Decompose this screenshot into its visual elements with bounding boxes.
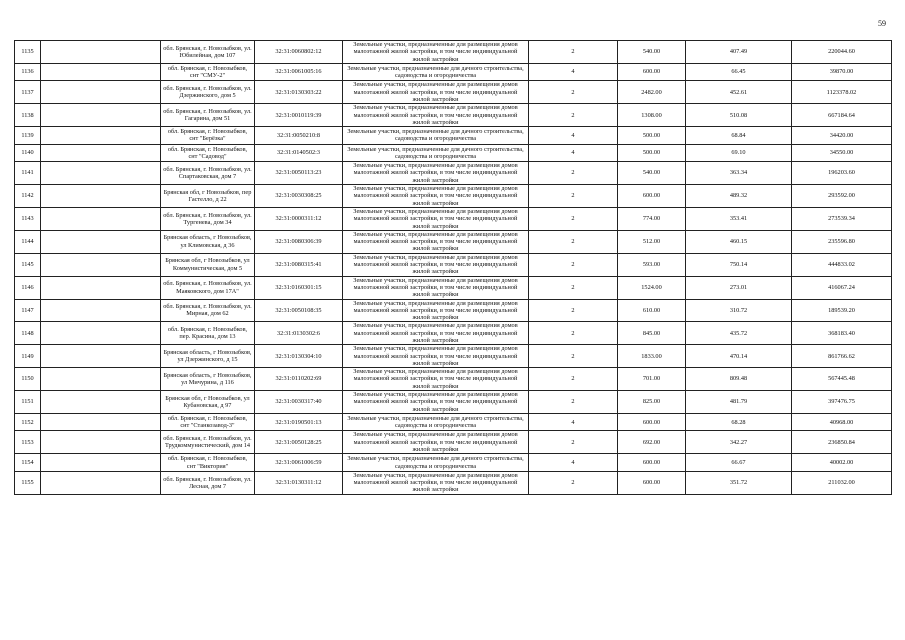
cadastral-value-cell: 196203.60	[792, 162, 892, 185]
cadastral-value-cell: 273539.34	[792, 207, 892, 230]
specific-value-cell: 310.72	[686, 299, 792, 322]
table-row	[15, 41, 892, 64]
cadastral-number-cell: 32:31:0061005:16	[255, 63, 343, 81]
spacer-cell	[41, 345, 161, 368]
area-cell: 845.00	[618, 322, 686, 345]
cadastral-value-cell: 861766.62	[792, 345, 892, 368]
row-number: 1137	[15, 81, 41, 104]
area-cell: 512.00	[618, 230, 686, 253]
cadastral-value-cell: 1123378.02	[792, 81, 892, 104]
row-number: 1147	[15, 299, 41, 322]
specific-value-cell: 68.28	[686, 413, 792, 431]
table-row	[15, 299, 892, 322]
group-cell: 2	[529, 471, 618, 494]
specific-value-cell: 351.72	[686, 471, 792, 494]
area-cell: 600.00	[618, 185, 686, 208]
group-cell: 4	[529, 454, 618, 472]
area-cell: 825.00	[618, 391, 686, 414]
land-use-cell: Земельные участки, предназначенные для дачного строительства, садоводства и огородничества	[343, 413, 529, 431]
cadastral-value-cell: 220044.60	[792, 41, 892, 64]
address-cell: обл. Брянская, г. Новозыбков, ул. Гагарина, дом 51	[161, 104, 255, 127]
cadastral-value-cell: 235596.80	[792, 230, 892, 253]
area-cell: 2482.00	[618, 81, 686, 104]
specific-value-cell: 750.14	[686, 253, 792, 276]
specific-value-cell: 66.67	[686, 454, 792, 472]
land-use-cell: Земельные участки, предназначенные для размещения домов малоэтажной жилой застройки, в том числе индивидуальной жилой застройки	[343, 391, 529, 414]
specific-value-cell: 69.10	[686, 144, 792, 162]
group-cell: 2	[529, 368, 618, 391]
land-use-cell: Земельные участки, предназначенные для размещения домов малоэтажной жилой застройки, в том числе индивидуальной жилой застройки	[343, 431, 529, 454]
specific-value-cell: 470.14	[686, 345, 792, 368]
table-row	[15, 391, 892, 414]
specific-value-cell: 353.41	[686, 207, 792, 230]
area-cell: 600.00	[618, 454, 686, 472]
table-row	[15, 276, 892, 299]
cadastral-value-cell: 40968.00	[792, 413, 892, 431]
cadastral-value-cell: 34420.00	[792, 127, 892, 145]
cadastral-value-cell: 293592.00	[792, 185, 892, 208]
group-cell: 2	[529, 162, 618, 185]
group-cell: 2	[529, 207, 618, 230]
area-cell: 540.00	[618, 41, 686, 64]
cadastral-number-cell: 32:31:0030308:25	[255, 185, 343, 208]
address-cell: Брянская обл, г Новозыбков, ул Кубановская, д 97	[161, 391, 255, 414]
address-cell: обл. Брянская, г. Новозыбков, ул. Юбилейная, дом 107	[161, 41, 255, 64]
row-number: 1139	[15, 127, 41, 145]
address-cell: обл. Брянская, г. Новозыбков, пер. Красина, дом 13	[161, 322, 255, 345]
table-row	[15, 144, 892, 162]
spacer-cell	[41, 413, 161, 431]
area-cell: 600.00	[618, 413, 686, 431]
group-cell: 2	[529, 431, 618, 454]
land-use-cell: Земельные участки, предназначенные для дачного строительства, садоводства и огородничества	[343, 144, 529, 162]
land-use-cell: Земельные участки, предназначенные для размещения домов малоэтажной жилой застройки, в том числе индивидуальной жилой застройки	[343, 253, 529, 276]
row-number: 1153	[15, 431, 41, 454]
land-use-cell: Земельные участки, предназначенные для размещения домов малоэтажной жилой застройки, в том числе индивидуальной жилой застройки	[343, 162, 529, 185]
row-number: 1142	[15, 185, 41, 208]
row-number: 1140	[15, 144, 41, 162]
row-number: 1144	[15, 230, 41, 253]
cadastral-number-cell: 32:31:0010119:39	[255, 104, 343, 127]
address-cell: обл. Брянская, г. Новозыбков, снт "Виктория"	[161, 454, 255, 472]
address-cell: обл. Брянская, г. Новозыбков, ул. Дзержинского, дом 5	[161, 81, 255, 104]
spacer-cell	[41, 207, 161, 230]
cadastral-number-cell: 32:31:0050210:8	[255, 127, 343, 145]
address-cell: обл. Брянская, г. Новозыбков, снт "Берёзка"	[161, 127, 255, 145]
table-row	[15, 431, 892, 454]
group-cell: 2	[529, 104, 618, 127]
address-cell: Брянская область, г Новозыбков, ул Климовская, д 36	[161, 230, 255, 253]
row-number: 1148	[15, 322, 41, 345]
specific-value-cell: 66.45	[686, 63, 792, 81]
spacer-cell	[41, 41, 161, 64]
land-use-cell: Земельные участки, предназначенные для дачного строительства, садоводства и огородничества	[343, 63, 529, 81]
land-use-cell: Земельные участки, предназначенные для размещения домов малоэтажной жилой застройки, в том числе индивидуальной жилой застройки	[343, 230, 529, 253]
spacer-cell	[41, 104, 161, 127]
row-number: 1155	[15, 471, 41, 494]
table-row	[15, 230, 892, 253]
row-number: 1151	[15, 391, 41, 414]
land-use-cell: Земельные участки, предназначенные для размещения домов малоэтажной жилой застройки, в том числе индивидуальной жилой застройки	[343, 345, 529, 368]
area-cell: 500.00	[618, 127, 686, 145]
cadastral-number-cell: 32:31:0110202:69	[255, 368, 343, 391]
cadastral-number-cell: 32:31:0130303:22	[255, 81, 343, 104]
area-cell: 774.00	[618, 207, 686, 230]
area-cell: 692.00	[618, 431, 686, 454]
land-use-cell: Земельные участки, предназначенные для размещения домов малоэтажной жилой застройки, в том числе индивидуальной жилой застройки	[343, 41, 529, 64]
cadastral-value-cell: 567445.48	[792, 368, 892, 391]
spacer-cell	[41, 431, 161, 454]
area-cell: 540.00	[618, 162, 686, 185]
cadastral-number-cell: 32:31:0140502:3	[255, 144, 343, 162]
spacer-cell	[41, 276, 161, 299]
table-row	[15, 207, 892, 230]
cadastral-value-cell: 236850.84	[792, 431, 892, 454]
land-use-cell: Земельные участки, предназначенные для дачного строительства, садоводства и огородничества	[343, 127, 529, 145]
cadastral-value-cell: 444833.02	[792, 253, 892, 276]
specific-value-cell: 407.49	[686, 41, 792, 64]
cadastral-number-cell: 32:31:0061006:59	[255, 454, 343, 472]
group-cell: 4	[529, 63, 618, 81]
area-cell: 593.00	[618, 253, 686, 276]
area-cell: 610.00	[618, 299, 686, 322]
address-cell: обл. Брянская, г. Новозыбков, ул. Спартаковская, дом 7	[161, 162, 255, 185]
specific-value-cell: 452.61	[686, 81, 792, 104]
specific-value-cell: 435.72	[686, 322, 792, 345]
table-row	[15, 127, 892, 145]
land-use-cell: Земельные участки, предназначенные для размещения домов малоэтажной жилой застройки, в том числе индивидуальной жилой застройки	[343, 81, 529, 104]
group-cell: 2	[529, 276, 618, 299]
specific-value-cell: 809.48	[686, 368, 792, 391]
table-row	[15, 345, 892, 368]
cadastral-value-cell: 189539.20	[792, 299, 892, 322]
group-cell: 2	[529, 299, 618, 322]
cadastral-number-cell: 32:31:0030317:40	[255, 391, 343, 414]
address-cell: обл. Брянская, г. Новозыбков, снт "Станкозавод-3"	[161, 413, 255, 431]
address-cell: обл. Брянская, г. Новозыбков, ул. Трудкоммунистический, дом 14	[161, 431, 255, 454]
area-cell: 600.00	[618, 471, 686, 494]
row-number: 1146	[15, 276, 41, 299]
address-cell: обл. Брянская, г. Новозыбков, ул. Тургенева, дом 34	[161, 207, 255, 230]
specific-value-cell: 363.34	[686, 162, 792, 185]
table-row	[15, 104, 892, 127]
table-row	[15, 413, 892, 431]
address-cell: Брянская область, г Новозыбков, ул Мичурина, д 116	[161, 368, 255, 391]
group-cell: 2	[529, 253, 618, 276]
area-cell: 500.00	[618, 144, 686, 162]
cadastral-number-cell: 32:31:0080315:41	[255, 253, 343, 276]
row-number: 1152	[15, 413, 41, 431]
cadastral-value-cell: 416067.24	[792, 276, 892, 299]
land-use-cell: Земельные участки, предназначенные для размещения домов малоэтажной жилой застройки, в том числе индивидуальной жилой застройки	[343, 207, 529, 230]
address-cell: Брянская обл, г Новозыбков, пер Гастелло, д 22	[161, 185, 255, 208]
group-cell: 2	[529, 230, 618, 253]
cadastral-number-cell: 32:31:0080306:39	[255, 230, 343, 253]
cadastral-value-cell: 40002.00	[792, 454, 892, 472]
spacer-cell	[41, 368, 161, 391]
table-body	[15, 41, 892, 495]
cadastral-value-cell: 397476.75	[792, 391, 892, 414]
group-cell: 4	[529, 413, 618, 431]
cadastral-value-cell: 667184.64	[792, 104, 892, 127]
row-number: 1141	[15, 162, 41, 185]
specific-value-cell: 481.79	[686, 391, 792, 414]
row-number: 1154	[15, 454, 41, 472]
address-cell: обл. Брянская, г. Новозыбков, ул. Мирная, дом 62	[161, 299, 255, 322]
cadastral-value-cell: 34550.00	[792, 144, 892, 162]
spacer-cell	[41, 322, 161, 345]
specific-value-cell: 273.01	[686, 276, 792, 299]
land-use-cell: Земельные участки, предназначенные для размещения домов малоэтажной жилой застройки, в том числе индивидуальной жилой застройки	[343, 471, 529, 494]
specific-value-cell: 68.84	[686, 127, 792, 145]
group-cell: 2	[529, 41, 618, 64]
table-row	[15, 63, 892, 81]
group-cell: 2	[529, 322, 618, 345]
row-number: 1138	[15, 104, 41, 127]
table-row	[15, 454, 892, 472]
land-use-cell: Земельные участки, предназначенные для дачного строительства, садоводства и огородничества	[343, 454, 529, 472]
cadastral-number-cell: 32:31:0050128:25	[255, 431, 343, 454]
row-number: 1145	[15, 253, 41, 276]
land-use-cell: Земельные участки, предназначенные для размещения домов малоэтажной жилой застройки, в том числе индивидуальной жилой застройки	[343, 368, 529, 391]
spacer-cell	[41, 162, 161, 185]
group-cell: 2	[529, 81, 618, 104]
spacer-cell	[41, 81, 161, 104]
cadastral-number-cell: 32:31:0160301:15	[255, 276, 343, 299]
address-cell: обл. Брянская, г. Новозыбков, снт "СМУ-2"	[161, 63, 255, 81]
group-cell: 2	[529, 345, 618, 368]
land-use-cell: Земельные участки, предназначенные для размещения домов малоэтажной жилой застройки, в том числе индивидуальной жилой застройки	[343, 276, 529, 299]
row-number: 1149	[15, 345, 41, 368]
row-number: 1143	[15, 207, 41, 230]
table-row	[15, 162, 892, 185]
specific-value-cell: 342.27	[686, 431, 792, 454]
page-number: 59	[878, 19, 886, 28]
table-row	[15, 471, 892, 494]
area-cell: 1308.00	[618, 104, 686, 127]
group-cell: 2	[529, 391, 618, 414]
cadastral-value-cell: 368183.40	[792, 322, 892, 345]
specific-value-cell: 510.08	[686, 104, 792, 127]
spacer-cell	[41, 299, 161, 322]
cadastral-number-cell: 32:31:0000311:12	[255, 207, 343, 230]
group-cell: 2	[529, 185, 618, 208]
table-row	[15, 322, 892, 345]
address-cell: Брянская область, г Новозыбков, ул Дзержинского, д 15	[161, 345, 255, 368]
area-cell: 600.00	[618, 63, 686, 81]
cadastral-number-cell: 32:31:0050113:23	[255, 162, 343, 185]
cadastral-number-cell: 32:31:0130304:10	[255, 345, 343, 368]
cadastral-value-cell: 39870.00	[792, 63, 892, 81]
spacer-cell	[41, 471, 161, 494]
group-cell: 4	[529, 144, 618, 162]
land-use-cell: Земельные участки, предназначенные для размещения домов малоэтажной жилой застройки, в том числе индивидуальной жилой застройки	[343, 322, 529, 345]
area-cell: 701.00	[618, 368, 686, 391]
area-cell: 1524.00	[618, 276, 686, 299]
spacer-cell	[41, 391, 161, 414]
cadastral-number-cell: 32:31:0190501:13	[255, 413, 343, 431]
address-cell: обл. Брянская, г. Новозыбков, ул. Лесная, дом 7	[161, 471, 255, 494]
spacer-cell	[41, 185, 161, 208]
cadastral-number-cell: 32:31:0130302:6	[255, 322, 343, 345]
area-cell: 1833.00	[618, 345, 686, 368]
spacer-cell	[41, 253, 161, 276]
spacer-cell	[41, 454, 161, 472]
address-cell: Брянская обл, г Новозыбков, ул Коммунистическая, дом 5	[161, 253, 255, 276]
cadastral-number-cell: 32:31:0130311:12	[255, 471, 343, 494]
group-cell: 4	[529, 127, 618, 145]
specific-value-cell: 489.32	[686, 185, 792, 208]
address-cell: обл. Брянская, г. Новозыбков, ул. Маяковского, дом 17А"	[161, 276, 255, 299]
table-row	[15, 368, 892, 391]
cadastral-number-cell: 32:31:0050108:35	[255, 299, 343, 322]
table-row	[15, 253, 892, 276]
specific-value-cell: 460.15	[686, 230, 792, 253]
land-use-cell: Земельные участки, предназначенные для размещения домов малоэтажной жилой застройки, в том числе индивидуальной жилой застройки	[343, 185, 529, 208]
spacer-cell	[41, 63, 161, 81]
spacer-cell	[41, 230, 161, 253]
land-registry-table	[14, 40, 892, 495]
table-row	[15, 81, 892, 104]
land-use-cell: Земельные участки, предназначенные для размещения домов малоэтажной жилой застройки, в том числе индивидуальной жилой застройки	[343, 299, 529, 322]
spacer-cell	[41, 144, 161, 162]
land-use-cell: Земельные участки, предназначенные для размещения домов малоэтажной жилой застройки, в том числе индивидуальной жилой застройки	[343, 104, 529, 127]
row-number: 1135	[15, 41, 41, 64]
cadastral-value-cell: 211032.00	[792, 471, 892, 494]
row-number: 1150	[15, 368, 41, 391]
table-row	[15, 185, 892, 208]
spacer-cell	[41, 127, 161, 145]
row-number: 1136	[15, 63, 41, 81]
address-cell: обл. Брянская, г. Новозыбков, снт "Садовод"	[161, 144, 255, 162]
cadastral-number-cell: 32:31:0060802:12	[255, 41, 343, 64]
